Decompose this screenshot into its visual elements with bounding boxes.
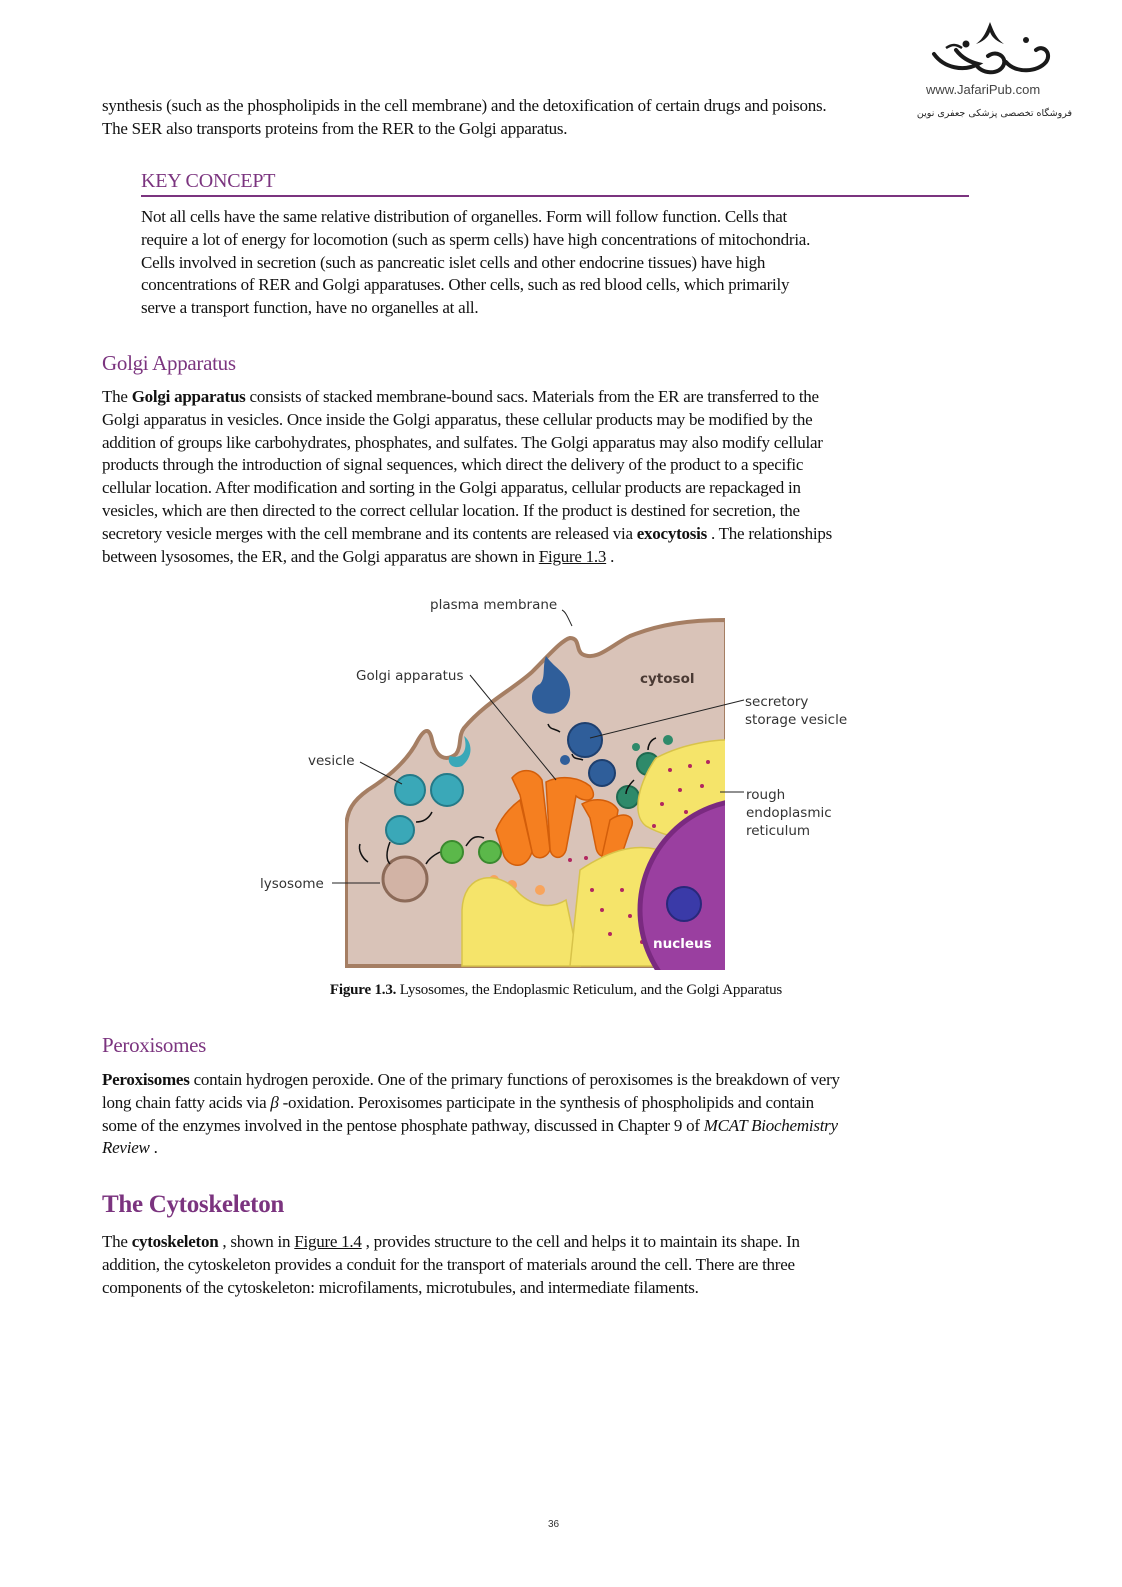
key-concept-text — [141, 206, 969, 320]
secretory-vesicle — [589, 760, 615, 786]
vesicle — [386, 816, 414, 844]
figure-caption-number: Figure 1.3. — [329, 982, 397, 998]
er-vesicle — [663, 735, 673, 745]
golgi-line: products through the introduction of signal sequences, which direct the delivery of the product to a specific — [102, 455, 804, 475]
text-run: some of the enzymes involved in the pentose phosphate pathway, discussed in Chapter 9 of — [102, 1115, 704, 1135]
text-run: consists of stacked membrane-bound sacs. Materials from the ER are transferred to the — [245, 387, 819, 406]
label-rough: rough — [746, 787, 786, 803]
key-concept-rule — [141, 195, 969, 197]
term-exocytosis: exocytosis — [636, 523, 707, 543]
text-run: , shown in — [218, 1232, 295, 1251]
text-run: . — [606, 546, 615, 566]
key-concept-line: Not all cells have the same relative distribution of organelles. Form will follow function. Cells that — [141, 207, 788, 226]
text-run: contain hydrogen peroxide. One of the primary functions of peroxisomes is the breakdown of very — [189, 1070, 840, 1089]
cytoskeleton-line: addition, the cytoskeleton provides a conduit for the transport of materials around the cell. There are three — [102, 1254, 795, 1274]
cell-diagram — [250, 590, 860, 970]
intro-line: synthesis (such as the phospholipids in the cell membrane) and the detoxification of certain drugs and poisons. — [102, 96, 827, 115]
golgi-line — [102, 546, 1002, 569]
peroxisomes-line — [102, 1069, 1002, 1092]
calligraphy-logo-icon — [926, 18, 1056, 84]
term-cytoskeleton: cytoskeleton — [131, 1232, 219, 1251]
text-run: . The relationships — [706, 523, 832, 543]
text-run: The — [102, 1232, 132, 1251]
key-concept-line: require a lot of energy for locomotion (such as sperm cells) have high concentrations of mitochondria. — [141, 229, 811, 249]
key-concept-line: serve a transport function, have no organelles at all. — [141, 298, 479, 318]
golgi-line — [102, 523, 1002, 546]
golgi-line — [102, 386, 1002, 409]
book-title: Review — [102, 1138, 150, 1158]
label-reticulum: reticulum — [746, 823, 811, 839]
golgi-bud — [535, 885, 545, 895]
peroxisomes-line — [102, 1115, 1002, 1138]
peroxisomes-paragraph — [102, 1069, 1002, 1160]
watermark-tagline: فروشگاه تخصصی پزشکی جعفری نوین — [916, 108, 1072, 119]
vesicle — [395, 775, 425, 805]
label-golgi-apparatus: Golgi apparatus — [356, 668, 464, 684]
cytoskeleton-paragraph — [102, 1231, 1002, 1299]
text-run: long chain fatty acids via — [102, 1092, 271, 1112]
er-vesicle — [617, 786, 639, 808]
figure-1-4-link[interactable]: Figure 1.4 — [294, 1232, 362, 1251]
label-secretory: secretory — [745, 694, 809, 710]
key-concept-box — [141, 170, 969, 320]
key-concept-line: concentrations of RER and Golgi apparatuses. Other cells, such as red blood cells, which primarily — [141, 275, 790, 295]
peroxisomes-heading: Peroxisomes — [102, 1033, 207, 1057]
transport-vesicle — [479, 841, 501, 863]
watermark-site: www.JafariPub.com — [926, 82, 1041, 97]
text-run: . — [149, 1138, 158, 1158]
label-endoplasmic: endoplasmic — [746, 805, 832, 821]
peroxisomes-line — [102, 1137, 1002, 1160]
text-run: between lysosomes, the ER, and the Golgi apparatus are shown in — [102, 546, 539, 566]
golgi-line: cellular location. After modification and sorting in the Golgi apparatus, cellular products are repackaged in — [102, 478, 801, 498]
beta-symbol: β — [270, 1092, 279, 1112]
term-peroxisomes: Peroxisomes — [102, 1070, 190, 1089]
transport-vesicle — [441, 841, 463, 863]
er-vesicle — [632, 743, 640, 751]
nucleolus — [667, 887, 701, 921]
label-nucleus: nucleus — [653, 936, 712, 952]
label-storage-vesicle: storage vesicle — [745, 712, 848, 728]
page-number: 36 — [548, 1519, 560, 1530]
label-vesicle: vesicle — [308, 753, 355, 769]
figure-1-3 — [250, 590, 860, 970]
label-cytosol: cytosol — [640, 671, 695, 687]
cytoskeleton-line — [102, 1231, 1002, 1254]
peroxisomes-line — [102, 1092, 1002, 1115]
figure-caption — [102, 982, 1010, 999]
golgi-line: Golgi apparatus in vesicles. Once inside the Golgi apparatus, these cellular products may be modified by the — [102, 409, 813, 429]
golgi-paragraph — [102, 386, 1002, 568]
text-run: -oxidation. Peroxisomes participate in the synthesis of phospholipids and contain — [278, 1092, 814, 1112]
label-plasma-membrane: plasma membrane — [430, 597, 558, 613]
cytoskeleton-heading: The Cytoskeleton — [102, 1191, 285, 1218]
secretory-vesicle-small — [560, 755, 570, 765]
cytoskeleton-line: components of the cytoskeleton: microfilaments, microtubules, and intermediate filaments. — [102, 1277, 699, 1297]
figure-caption-text: Lysosomes, the Endoplasmic Reticulum, and the Golgi Apparatus — [396, 982, 783, 998]
vesicle — [431, 774, 463, 806]
golgi-line: vesicles, which are then directed to the correct cellular location. If the product is destined for secretion, the — [102, 500, 800, 520]
golgi-line: addition of groups like carbohydrates, phosphates, and sulfates. The Golgi apparatus may also modify cellular — [102, 432, 823, 452]
term-golgi-apparatus: Golgi apparatus — [131, 387, 246, 406]
text-run: The — [102, 387, 132, 406]
key-concept-line: Cells involved in secretion (such as pancreatic islet cells and other endocrine tissues) have high — [141, 252, 766, 272]
key-concept-title: KEY CONCEPT — [141, 170, 276, 192]
label-lysosome: lysosome — [260, 876, 324, 892]
book-title: MCAT Biochemistry — [703, 1115, 838, 1135]
golgi-heading: Golgi Apparatus — [102, 351, 236, 375]
secretory-vesicle — [568, 723, 602, 757]
text-run: , provides structure to the cell and helps it to maintain its shape. In — [361, 1232, 800, 1251]
intro-line: The SER also transports proteins from the RER to the Golgi apparatus. — [102, 118, 568, 138]
figure-1-3-link[interactable]: Figure 1.3 — [538, 546, 607, 566]
text-run: secretory vesicle merges with the cell membrane and its contents are released via — [102, 523, 637, 543]
intro-paragraph — [102, 95, 1002, 141]
